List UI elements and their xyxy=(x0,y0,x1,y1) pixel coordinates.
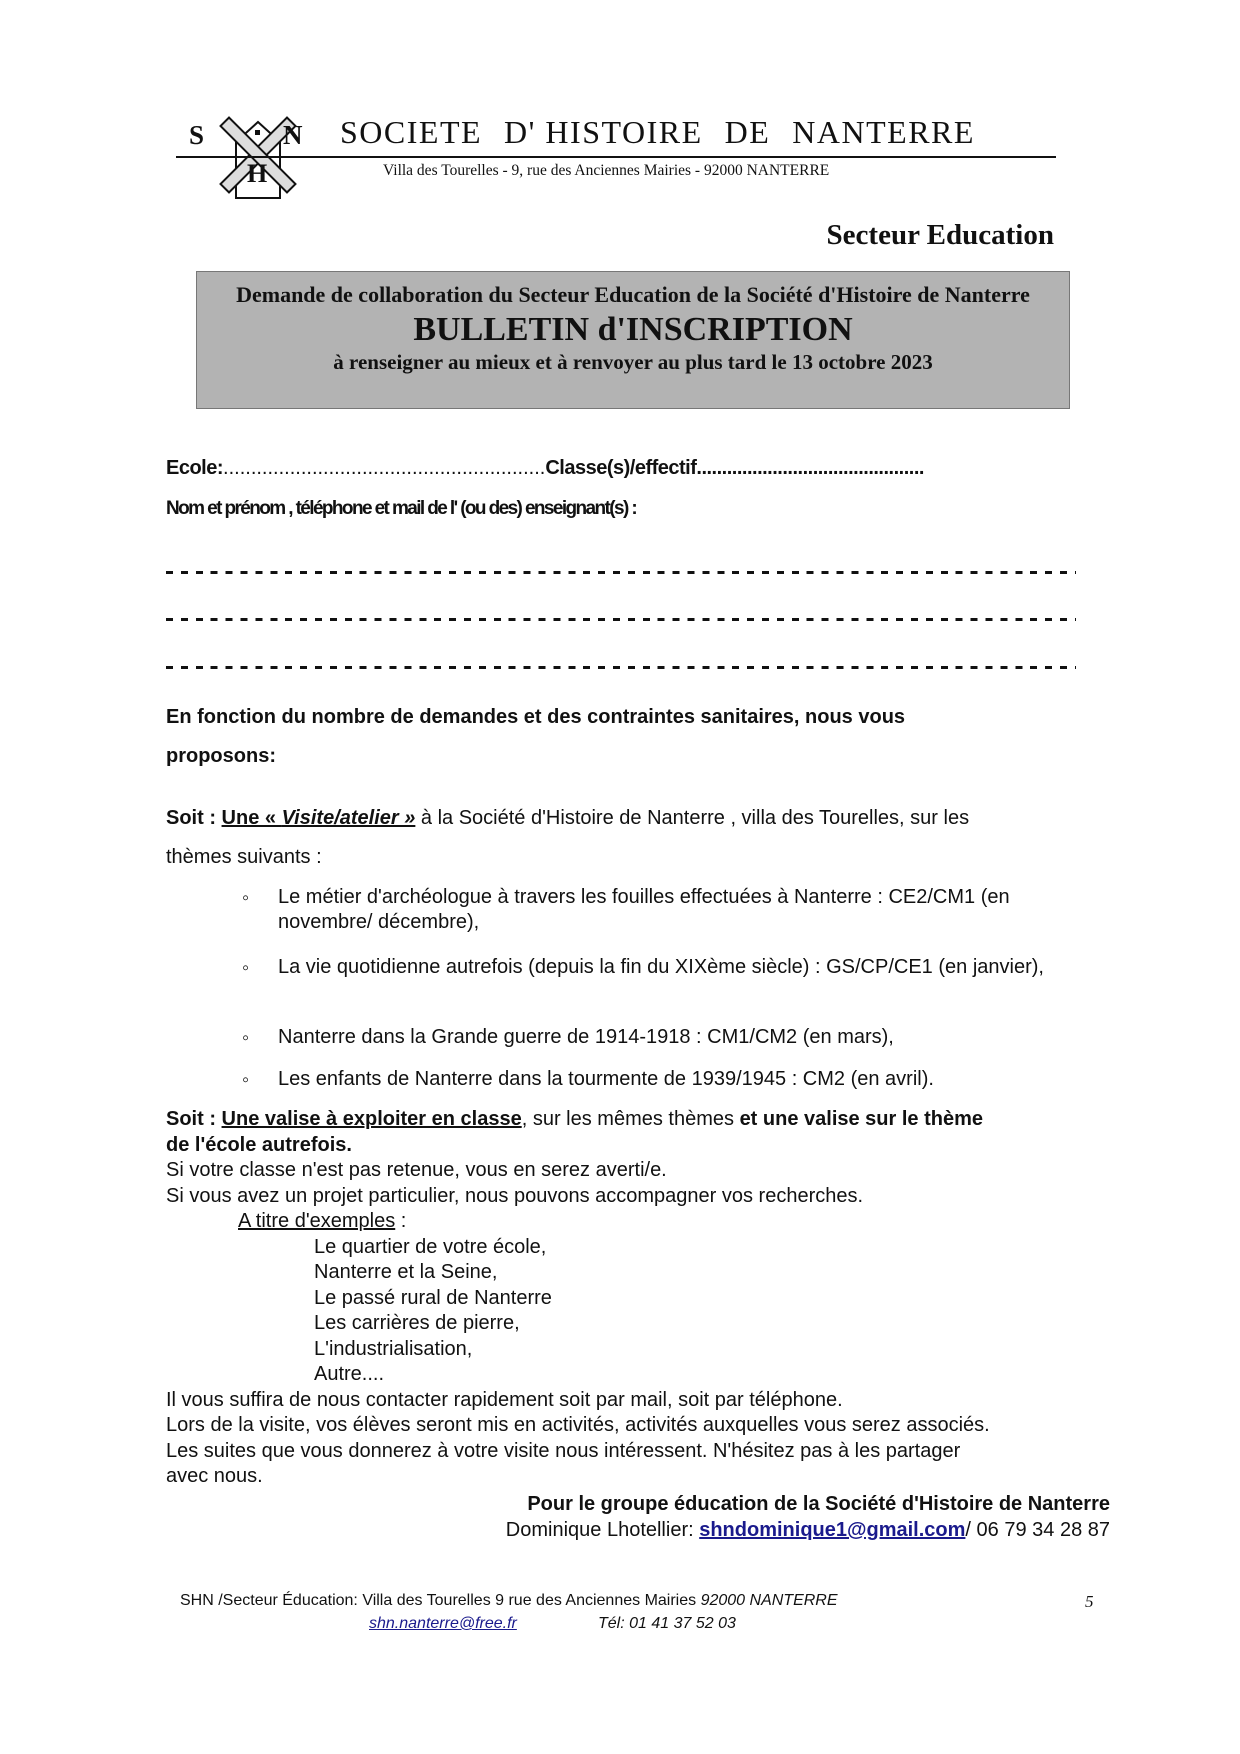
signature-group: Pour le groupe éducation de la Société d'Histoire de Nanterre xyxy=(527,1493,1110,1515)
footer-phone: Tél: 01 41 37 52 03 xyxy=(598,1615,736,1632)
examples-heading xyxy=(166,1209,990,1235)
option-suitcase-block xyxy=(166,1107,990,1490)
org-title-word: D' HISTOIRE xyxy=(504,114,703,150)
title-box xyxy=(196,271,1070,409)
note-activities: Lors de la visite, vos élèves seront mis en activités, activités auxquelles vous serez associés. xyxy=(166,1414,990,1436)
intro-line-1: En fonction du nombre de demandes et des contraintes sanitaires, nous vous xyxy=(166,706,906,728)
logo-letter-s: S xyxy=(189,120,205,150)
examples-colon: : xyxy=(395,1210,407,1232)
signature-phone: / 06 79 34 28 87 xyxy=(965,1519,1110,1541)
school-field[interactable]: .......................................................... xyxy=(223,457,546,479)
teacher-info-line-2[interactable] xyxy=(166,618,1076,621)
logo-letter-h: H xyxy=(247,159,268,188)
theme-item: Les enfants de Nanterre dans la tourmente de 1939/1945 : CM2 (en avril). xyxy=(278,1068,934,1090)
note-contact: Il vous suffira de nous contacter rapidement soit par mail, soit par téléphone. xyxy=(166,1388,843,1411)
theme-item: Nanterre dans la Grande guerre de 1914-1918 : CM1/CM2 (en mars), xyxy=(278,1026,894,1048)
example-item: L'industrialisation, xyxy=(314,1337,473,1360)
teacher-info-label: Nom et prénom , téléphone et mail de l' (ou des) enseignant(s) : xyxy=(166,498,637,519)
example-item: Nanterre et la Seine, xyxy=(314,1261,498,1283)
signature-name: Dominique Lhotellier: xyxy=(505,1519,700,1541)
org-title xyxy=(340,114,997,151)
bullet-icon: ◦ xyxy=(242,1027,250,1049)
option-visit-rest: à la Société d'Histoire de Nanterre , villa des Tourelles, sur les xyxy=(415,807,970,829)
note-project: Si vous avez un projet particulier, nous pouvons accompagner vos recherches. xyxy=(166,1184,864,1207)
option-suitcase-title: Une valise à exploiter en classe xyxy=(221,1108,522,1130)
example-item: Autre.... xyxy=(314,1363,385,1385)
footer-address-plain: SHN /Secteur Éducation: Villa des Tourelles 9 rue des Anciennes Mairies xyxy=(180,1592,701,1609)
note-not-retained: Si votre classe n'est pas retenue, vous en serez averti/e. xyxy=(166,1159,667,1181)
option-prefix: Soit : xyxy=(166,1108,222,1130)
example-item: Les carrières de pierre, xyxy=(314,1312,520,1334)
header-rule xyxy=(176,156,1056,158)
theme-item: La vie quotidienne autrefois (depuis la fin du XIXème siècle) : GS/CP/CE1 (en janvier), xyxy=(278,956,1044,978)
option-visit-line xyxy=(166,807,969,830)
org-title-word: NANTERRE xyxy=(792,114,975,150)
bullet-icon: ◦ xyxy=(242,957,250,979)
option-suitcase-middle: , sur les mêmes thèmes xyxy=(521,1108,740,1130)
option-suitcase-bold: et une valise sur le thème xyxy=(739,1108,983,1130)
signature-contact xyxy=(506,1519,1110,1542)
theme-item: Le métier d'archéologue à travers les fouilles effectuées à Nanterre : CE2/CM1 (en novembre/ décembre), xyxy=(278,886,1010,933)
org-title-word: SOCIETE xyxy=(340,114,483,150)
example-item: Le passé rural de Nanterre xyxy=(314,1286,552,1309)
collaboration-request-line: Demande de collaboration du Secteur Education de la Société d'Histoire de Nanterre xyxy=(236,282,1030,307)
footer-email-link[interactable]: shn.nanterre@free.fr xyxy=(369,1615,517,1632)
option-suitcase-line xyxy=(166,1107,990,1133)
option-prefix: Soit : xyxy=(166,807,222,829)
deadline-line: à renseigner au mieux et à renvoyer au plus tard le 13 octobre 2023 xyxy=(333,350,933,374)
org-address: Villa des Tourelles - 9, rue des Anciennes Mairies - 92000 NANTERRE xyxy=(383,162,830,179)
themes-intro: thèmes suivants : xyxy=(166,846,322,868)
bullet-icon: ◦ xyxy=(242,1069,250,1091)
intro-line-2: proposons: xyxy=(166,745,276,767)
option-visit-title-italic: Visite/atelier » xyxy=(281,807,416,829)
note-share-line-1: Les suites que vous donnerez à votre visite nous intéressent. N'hésitez pas à les partager xyxy=(166,1439,961,1462)
teacher-info-line-3[interactable] xyxy=(166,666,1076,669)
option-visit-title-plain: Une « xyxy=(221,807,282,829)
page-number: 5 xyxy=(1085,1592,1094,1611)
class-label: Classe(s)/effectif xyxy=(545,457,697,479)
class-field[interactable]: ............................................. xyxy=(696,457,924,479)
examples-label: A titre d'exemples xyxy=(238,1210,396,1232)
org-title-word: DE xyxy=(724,114,771,150)
teacher-info-line-1[interactable] xyxy=(166,571,1076,574)
note-share-line-2: avec nous. xyxy=(166,1465,263,1487)
shn-logo xyxy=(189,100,313,200)
logo-letter-n: N xyxy=(283,120,303,150)
signature-email-link[interactable]: shndominique1@gmail.com xyxy=(699,1519,966,1541)
example-item: Le quartier de votre école, xyxy=(314,1235,547,1258)
option-visit-title xyxy=(222,807,416,829)
footer-address-city: 92000 NANTERRE xyxy=(700,1592,838,1609)
bulletin-title: BULLETIN d'INSCRIPTION xyxy=(413,311,853,348)
footer-contact xyxy=(369,1615,517,1633)
school-label: Ecole: xyxy=(166,457,224,479)
sector-heading: Secteur Education xyxy=(826,219,1054,251)
school-class-row xyxy=(166,457,924,480)
footer-address xyxy=(180,1592,838,1610)
bullet-icon: ◦ xyxy=(242,887,250,909)
option-suitcase-line-2: de l'école autrefois. xyxy=(166,1133,352,1156)
